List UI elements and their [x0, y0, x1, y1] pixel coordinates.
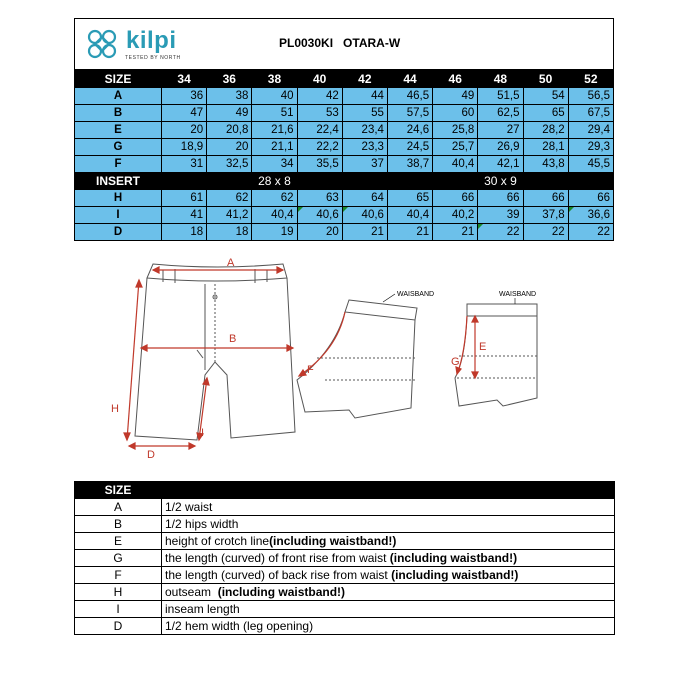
size-cell: 21: [342, 224, 387, 241]
label-h: H: [111, 403, 119, 415]
legend-bold-note: (including waistband!): [269, 534, 397, 548]
size-col: 40: [297, 71, 342, 88]
legend-row-d: [75, 618, 615, 635]
size-cell: 18,9: [162, 139, 207, 156]
size-row-g: [75, 139, 614, 156]
size-cell: 28,1: [523, 139, 568, 156]
size-cell: 49: [207, 105, 252, 122]
size-cell: 40: [252, 88, 297, 105]
size-cell: 28,2: [523, 122, 568, 139]
size-cell: 21,1: [252, 139, 297, 156]
legend-key: E: [75, 533, 162, 550]
legend-description: [162, 584, 615, 601]
label-a: A: [227, 257, 235, 269]
size-cell: 40,6: [297, 207, 342, 224]
size-cell: 34: [252, 156, 297, 173]
legend-description: [162, 550, 615, 567]
size-cell: 40,4: [387, 207, 432, 224]
size-cell: 47: [162, 105, 207, 122]
size-cell: 31: [162, 156, 207, 173]
size-cell: 60: [433, 105, 478, 122]
size-cell: 37: [342, 156, 387, 173]
size-cell: 18: [162, 224, 207, 241]
size-cell: 23,3: [342, 139, 387, 156]
legend-text: 1/2 waist: [165, 500, 213, 514]
size-cell: 67,5: [568, 105, 613, 122]
legend-description: [162, 516, 615, 533]
size-cell: 65: [387, 190, 432, 207]
size-row-d: [75, 224, 614, 241]
size-chart-table: [74, 70, 614, 241]
product-name: OTARA-W: [343, 36, 401, 50]
insert-group-1: 28 x 8: [162, 173, 388, 190]
size-row-f: [75, 156, 614, 173]
size-col: 46: [433, 71, 478, 88]
size-col: 42: [342, 71, 387, 88]
legend-table: [74, 481, 615, 635]
row-label: E: [75, 122, 162, 139]
legend-bold-note: (including waistband!): [217, 585, 346, 599]
size-cell: 22: [478, 224, 523, 241]
size-cell: 22: [568, 224, 613, 241]
size-col: 34: [162, 71, 207, 88]
size-cell: 61: [162, 190, 207, 207]
size-col: 44: [387, 71, 432, 88]
size-cell: 40,4: [252, 207, 297, 224]
size-cell: 38: [207, 88, 252, 105]
legend-row-h: [75, 584, 615, 601]
insert-row: [75, 173, 614, 190]
size-cell: 62,5: [478, 105, 523, 122]
size-cell: 32,5: [207, 156, 252, 173]
label-f: F: [307, 364, 314, 376]
measure-d-arrow: [129, 443, 195, 449]
legend-description: [162, 499, 615, 516]
size-cell: 22,2: [297, 139, 342, 156]
size-col: 36: [207, 71, 252, 88]
size-cell: 24,5: [387, 139, 432, 156]
size-cell: 53: [297, 105, 342, 122]
size-col: 38: [252, 71, 297, 88]
legend-text: inseam length: [165, 602, 240, 616]
size-cell: 23,4: [342, 122, 387, 139]
size-header-label: SIZE: [75, 71, 162, 88]
size-cell: 39: [478, 207, 523, 224]
legend-description: [162, 618, 615, 635]
row-label: A: [75, 88, 162, 105]
brand-name: kilpi: [126, 27, 177, 54]
waistband-label-left: WAISBAND: [397, 291, 435, 298]
size-cell: 38,7: [387, 156, 432, 173]
legend-row-i: [75, 601, 615, 618]
legend-description: [162, 567, 615, 584]
size-cell: 54: [523, 88, 568, 105]
size-cell: 40,6: [342, 207, 387, 224]
insert-label: INSERT: [75, 173, 162, 190]
legend-text: height of crotch line: [165, 534, 270, 548]
size-cell: 64: [342, 190, 387, 207]
size-cell: 22,4: [297, 122, 342, 139]
size-cell: 41: [162, 207, 207, 224]
legend-description: [162, 533, 615, 550]
size-cell: 45,5: [568, 156, 613, 173]
measure-f-arrow: [299, 312, 345, 376]
size-cell: 46,5: [387, 88, 432, 105]
size-cell: 19: [252, 224, 297, 241]
size-cell: 27: [478, 122, 523, 139]
size-cell: 49: [433, 88, 478, 105]
size-cell: 43,8: [523, 156, 568, 173]
size-cell: 25,8: [433, 122, 478, 139]
legend-description: [162, 601, 615, 618]
size-cell: 66: [523, 190, 568, 207]
row-label: I: [75, 207, 162, 224]
legend-key: G: [75, 550, 162, 567]
measure-b-arrow: [141, 345, 293, 351]
row-label: B: [75, 105, 162, 122]
garment-diagram: [105, 250, 565, 465]
size-cell: 20,8: [207, 122, 252, 139]
legend-text: 1/2 hips width: [165, 517, 239, 531]
size-row-e: [75, 122, 614, 139]
legend-key: I: [75, 601, 162, 618]
legend-text: outseam: [165, 585, 218, 599]
row-label: D: [75, 224, 162, 241]
legend-row-f: [75, 567, 615, 584]
row-label: H: [75, 190, 162, 207]
legend-row-g: [75, 550, 615, 567]
size-cell: 62: [207, 190, 252, 207]
size-cell: 57,5: [387, 105, 432, 122]
size-cell: 29,3: [568, 139, 613, 156]
size-cell: 55: [342, 105, 387, 122]
size-row-h: [75, 190, 614, 207]
legend-row-b: [75, 516, 615, 533]
label-e: E: [479, 341, 487, 353]
legend-key: B: [75, 516, 162, 533]
size-cell: 66: [433, 190, 478, 207]
label-b: B: [229, 333, 237, 345]
brand-tagline: TESTED BY NORTH: [125, 55, 181, 61]
size-cell: 22: [523, 224, 568, 241]
legend-header-blank: [162, 482, 615, 499]
waistband-label-right: WAISBAND: [499, 291, 537, 298]
size-cell: 42,1: [478, 156, 523, 173]
row-label: G: [75, 139, 162, 156]
size-cell: 21: [387, 224, 432, 241]
size-cell: 41,2: [207, 207, 252, 224]
size-cell: 21: [433, 224, 478, 241]
legend-row-e: [75, 533, 615, 550]
legend-key: A: [75, 499, 162, 516]
brand-logo: [83, 25, 193, 65]
size-cell: 24,6: [387, 122, 432, 139]
legend-bold-note: (including waistband!): [391, 568, 519, 582]
row-label: F: [75, 156, 162, 173]
size-cell: 65: [523, 105, 568, 122]
size-cell: 66: [478, 190, 523, 207]
measure-e-arrow: [472, 316, 478, 378]
size-cell: 37,8: [523, 207, 568, 224]
legend-key: D: [75, 618, 162, 635]
size-cell: 66: [568, 190, 613, 207]
measure-h-arrow: [124, 280, 142, 440]
size-cell: 40,2: [433, 207, 478, 224]
size-cell: 63: [297, 190, 342, 207]
size-col: 48: [478, 71, 523, 88]
size-cell: 26,9: [478, 139, 523, 156]
size-row-a: [75, 88, 614, 105]
size-cell: 44: [342, 88, 387, 105]
size-cell: 20: [162, 122, 207, 139]
legend-key: H: [75, 584, 162, 601]
size-cell: 42: [297, 88, 342, 105]
size-cell: 35,5: [297, 156, 342, 173]
shorts-front-drawing: [135, 264, 295, 440]
size-col: 52: [568, 71, 613, 88]
size-cell: 36,6: [568, 207, 613, 224]
size-cell: 20: [207, 139, 252, 156]
back-rise-drawing: [297, 300, 417, 418]
kilpi-knot-icon: [83, 25, 121, 63]
legend-text: 1/2 hem width (leg opening): [165, 619, 314, 633]
size-cell: 18: [207, 224, 252, 241]
legend-header-row: [75, 482, 615, 499]
legend-text: the length (curved) of back rise from waist: [165, 568, 392, 582]
size-cell: 51,5: [478, 88, 523, 105]
insert-group-2: 30 x 9: [387, 173, 613, 190]
size-cell: 56,5: [568, 88, 613, 105]
label-d: D: [147, 449, 155, 461]
measure-a-arrow: [153, 267, 283, 273]
legend-key: F: [75, 567, 162, 584]
size-cell: 20: [297, 224, 342, 241]
size-cell: 29,4: [568, 122, 613, 139]
label-i: I: [201, 427, 205, 439]
size-row-b: [75, 105, 614, 122]
legend-header-label: SIZE: [75, 482, 162, 499]
size-cell: 21,6: [252, 122, 297, 139]
header-box: [74, 18, 614, 70]
size-cell: 25,7: [433, 139, 478, 156]
label-g: G: [451, 356, 460, 368]
size-cell: 36: [162, 88, 207, 105]
size-row-i: [75, 207, 614, 224]
legend-row-a: [75, 499, 615, 516]
size-header-row: [75, 71, 614, 88]
size-cell: 40,4: [433, 156, 478, 173]
size-cell: 51: [252, 105, 297, 122]
legend-text: the length (curved) of front rise from waist: [165, 551, 390, 565]
legend-bold-note: (including waistband!): [389, 551, 518, 565]
product-code: PL0030KI: [279, 36, 334, 50]
size-col: 50: [523, 71, 568, 88]
size-cell: 62: [252, 190, 297, 207]
product-title: [279, 36, 400, 50]
